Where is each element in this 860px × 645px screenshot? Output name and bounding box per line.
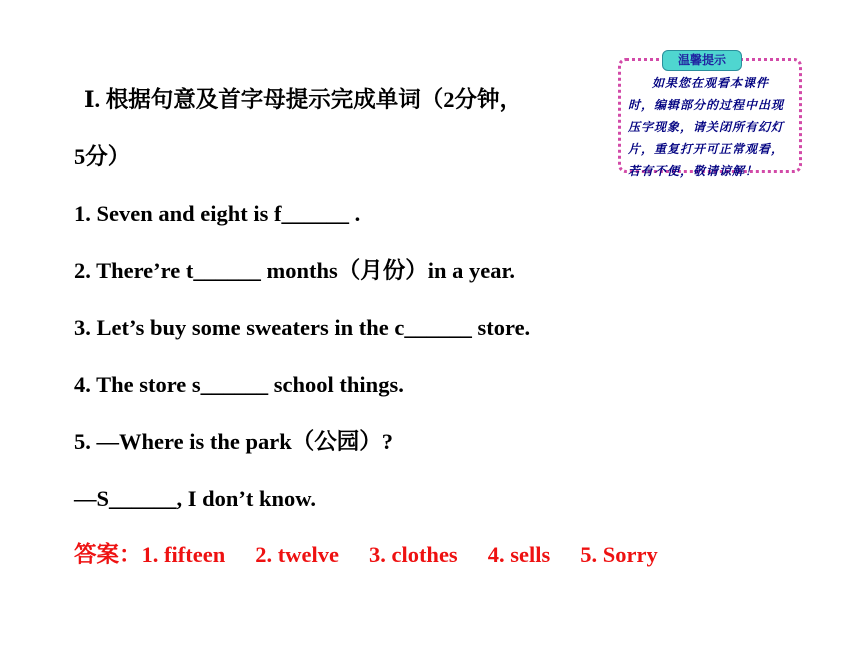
answer-5: 5. Sorry [580, 542, 658, 567]
question-1: 1. Seven and eight is f______ . [74, 201, 361, 226]
question-4: 4. The store s______ school things. [74, 372, 404, 397]
question-5: 5. —Where is the park（公园）? [74, 429, 393, 454]
answer-2: 2. twelve [255, 542, 339, 567]
exercise-title-line-2: 5分） [74, 144, 131, 169]
tip-title: 温馨提示 [662, 50, 742, 71]
exercise-title-line-1: Ⅰ. 根据句意及首字母提示完成单词（2分钟， [84, 87, 523, 112]
answer-line [74, 544, 688, 567]
tip-body: 如果您在观看本课件时，编辑部分的过程中出现压字现象，请关闭所有幻灯片，重复打开可正常观看，若有不便，敬请谅解！ [628, 76, 785, 178]
question-5-response: —S______, I don’t know. [74, 486, 316, 511]
question-3: 3. Let’s buy some sweaters in the c______ store. [74, 315, 531, 340]
answer-label: 答案： [74, 542, 142, 567]
answer-3: 3. clothes [368, 542, 458, 567]
answer-4: 4. sells [487, 542, 551, 567]
question-2: 2. There’re t______ months（月份）in a year. [74, 258, 516, 283]
answer-1: 1. fifteen [141, 542, 226, 567]
